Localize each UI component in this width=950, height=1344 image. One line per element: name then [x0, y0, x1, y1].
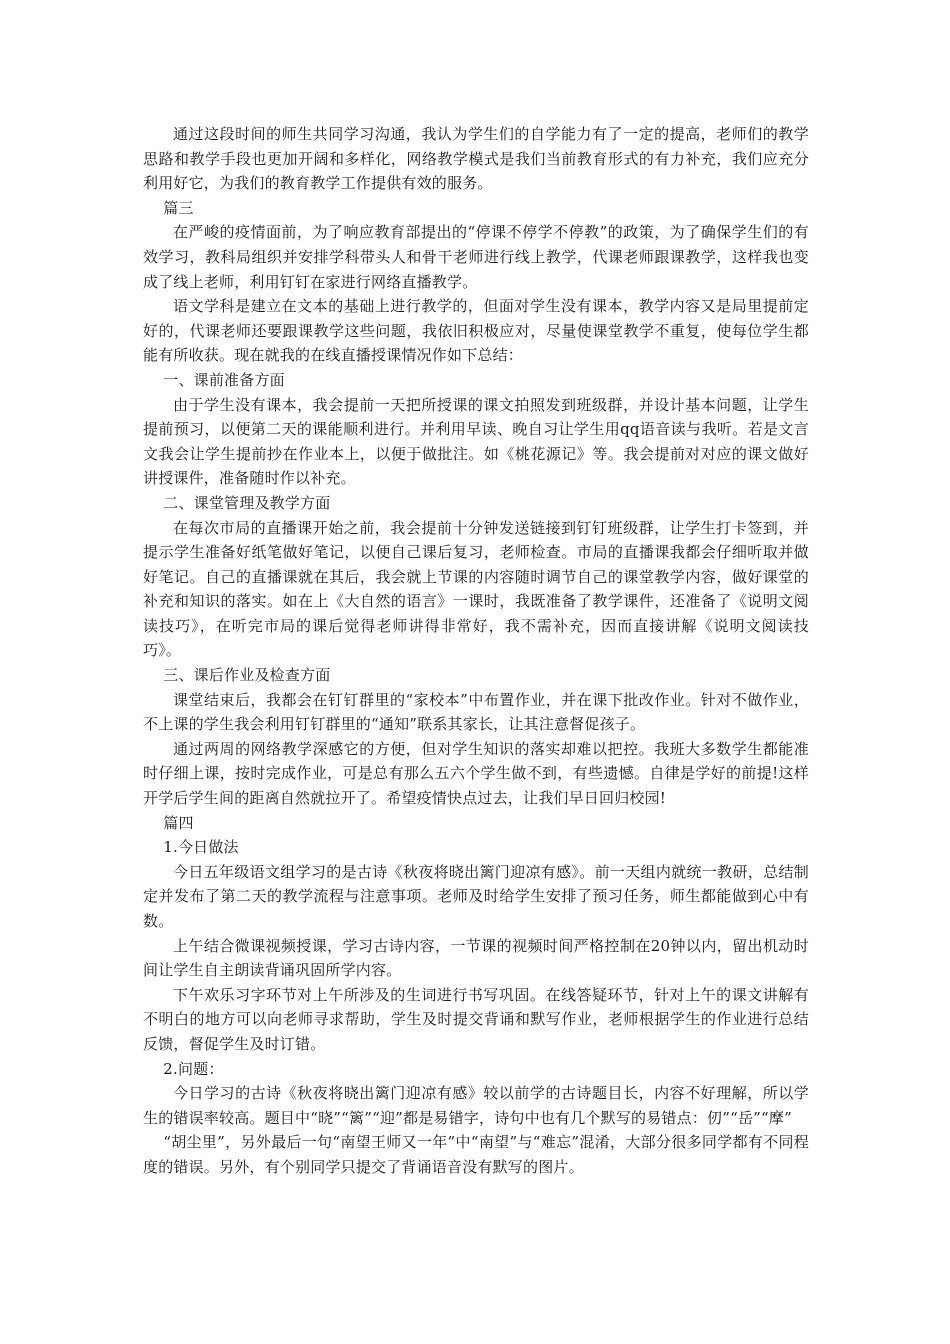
paragraph: 今日五年级语文组学习的是古诗《秋夜将晓出篱门迎凉有感》。前一天组内就统一教研，总结制定并发布了第二天的教学流程与注意事项。老师及时给学生安排了预习任务，师生都能做到心中有数。 — [143, 862, 809, 930]
subsection-heading: 1.今日做法 — [163, 838, 239, 857]
section-heading: 篇四 — [163, 813, 194, 832]
paragraph: 通过两周的网络教学深感它的方便，但对学生知识的落实却难以把控。我班大多数学生都能准时仔细上课，按时完成作业，可是总有那么五六个学生做不到，有些遗憾。自律是学好的前提!这样开学后学生间的距离自然就拉开了。希望疫情快点过去，让我们早日回归校园! — [143, 739, 809, 808]
paragraph: 由于学生没有课本，我会提前一天把所授课的课文拍照发到班级群，并设计基本问题，让学生提前预习，以便第二天的课能顺利进行。并利用早读、晚自习让学生用qq语音读与我听。若是文言文我会让学生提前抄在作业本上，以便于做批注。如《桃花源记》等。我会提前对对应的课文做好讲授课件，准备随时作以补充。 — [143, 395, 809, 488]
paragraph: 通过这段时间的师生共同学习沟通，我认为学生们的自学能力有了一定的提高，老师们的教学思路和教学手段也更加开阔和多样化，网络教学模式是我们当前教育形式的有力补充，我们应充分利用好它，为我们的教育教学工作提供有效的服务。 — [143, 125, 809, 193]
section-heading: 二、课堂管理及教学方面 — [163, 493, 331, 512]
paragraph: 语文学科是建立在文本的基础上进行教学的，但面对学生没有课本，教学内容又是局里提前定好的，代课老师还要跟课教学这些问题，我依旧积极应对，尽量使课堂教学不重复，使每位学生都能有所收获。现在就我的在线直播授课情况作如下总结： — [143, 297, 809, 365]
paragraph: 今日学习的古诗《秋夜将晓出篱门迎凉有感》较以前学的古诗题目长，内容不好理解，所以学生的错误率较高。题目中“晓”“篱”“迎”都是易错字，诗句中也有几个默写的易错点：仞”“岳”“摩” — [143, 1084, 809, 1127]
paragraph: 上午结合微课视频授课，学习古诗内容，一节课的视频时间严格控制在20钟以内，留出机动时间让学生自主朗读背诵巩固所学内容。 — [143, 936, 809, 980]
document-body — [143, 122, 809, 1180]
section-heading: 三、课后作业及检查方面 — [163, 666, 331, 685]
paragraph: 课堂结束后，我都会在钉钉群里的“家校本”中布置作业，并在课下批改作业。针对不做作业，不上课的学生我会利用钉钉群里的“通知”联系其家长，让其注意督促孩子。 — [143, 690, 809, 734]
section-heading: 篇三 — [163, 198, 194, 217]
section-heading: 一、课前准备方面 — [163, 370, 285, 389]
paragraph: 在每次市局的直播课开始之前，我会提前十分钟发送链接到钉钉班级群，让学生打卡签到，并提示学生准备好纸笔做好笔记，以便自己课后复习，老师检查。市局的直播课我都会仔细听取并做好笔记。自己的直播课就在其后，我会就上节课的内容随时调节自己的课堂教学内容，做好课堂的补充和知识的落实。如在上《大自然的语言》一课时，我既准备了教学课件，还准备了《说明文阅读技巧》，在听完市局的课后觉得老师讲得非常好，我不需补充，因而直接讲解《说明文阅读技巧》。 — [143, 518, 809, 660]
subsection-heading: 2.问题： — [163, 1059, 224, 1078]
paragraph: 下午欢乐习字环节对上午所涉及的生词进行书写巩固。在线答疑环节，针对上午的课文讲解有不明白的地方可以向老师寻求帮助，学生及时提交背诵和默写作业，老师根据学生的作业进行总结反馈，督促学生及时订错。 — [143, 985, 809, 1053]
paragraph: 在严峻的疫情面前，为了响应教育部提出的“停课不停学不停教”的政策，为了确保学生们的有效学习，教科局组织并安排学科带头人和骨干老师进行线上教学，代课老师跟课教学，这样我也变成了线上老师，利用钉钉在家进行网络直播教学。 — [143, 223, 809, 291]
paragraph: “胡尘里”，另外最后一句“南望王师又一年”中“南望”与“难忘”混淆，大部分很多同学都有不同程度的错误。另外，有个别同学只提交了背诵语音没有默写的图片。 — [143, 1133, 809, 1176]
